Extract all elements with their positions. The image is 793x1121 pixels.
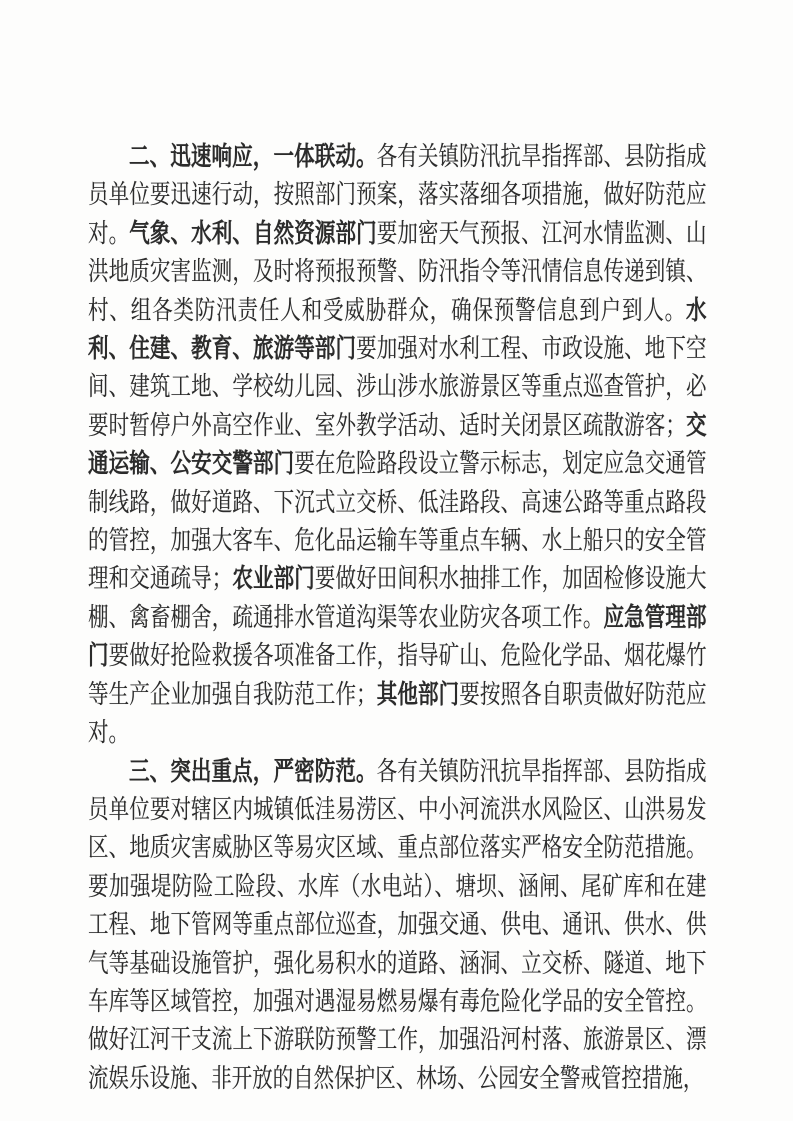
text-run: 各有关镇防汛抗旱指挥部、县防指成员单位要对辖区内城镇低洼易涝区、中小河流洪水风险区、山洪易发区、地质灾害威胁区等易灾区域、重点部位落实严格安全防范措施。要加强堤防险工险段、水库（水电站）、塘坝、涵闸、尾矿库和在建工程、地下管网等重点部位巡查，加强交通、供电、通讯、供水、供气等基础设施管护，强化易积水的道路、涵洞、立交桥、隧道、地下车库等区域管控，加强对遇湿易燃易爆有毒危险化学品的安全管控。做好江河干支流上下游联防预警工作，加强沿河村落、旅游景区、漂流娱乐设施、非开放的自然保护区、林场、公园安全警戒管控措施， — [88, 756, 707, 1093]
paragraph-section-2-rapid-response — [88, 138, 707, 753]
bold-text-run: 农业部门 — [232, 564, 315, 594]
bold-text-run: 交通运输、公安交警部门 — [88, 410, 707, 479]
bold-text-run: 三、突出重点，严密防范。 — [129, 756, 377, 786]
paragraph-section-3-key-points — [88, 753, 707, 1099]
text-run: 要加强对水利工程、市政设施、地下空间、建筑工地、学校幼儿园、涉山涉水旅游景区等重点巡查管护，必要时暂停户外高空作业、室外教学活动、适时关闭景区疏散游客； — [88, 334, 707, 440]
document-body — [88, 138, 707, 1098]
bold-text-run: 二、迅速响应，一体联动。 — [129, 142, 377, 171]
text-run: 要按照各自职责做好防范应对。 — [88, 679, 707, 748]
text-run: 要做好抢险救援各项准备工作，指导矿山、危险化学品、烟花爆竹等生产企业加强自我防范工作； — [88, 641, 707, 709]
text-run: 要加密天气预报、江河水情监测、山洪地质灾害监测，及时将预报预警、防汛指令等汛情信息传递到镇、村、组各类防汛责任人和受威胁群众，确保预警信息到户到人。 — [88, 218, 707, 325]
bold-text-run: 水利、住建、教育、旅游等部门 — [88, 295, 707, 364]
text-run: 要做好田间积水抽排工作，加固检修设施大棚、禽畜棚舍，疏通排水管道沟渠等农业防灾各项工作。 — [88, 564, 707, 632]
text-run: 各有关镇防汛抗旱指挥部、县防指成员单位要迅速行动，按照部门预案，落实落细各项措施，做好防范应对。 — [88, 142, 707, 248]
bold-text-run: 应急管理部门 — [88, 602, 707, 671]
text-run: 要在危险路段设立警示标志，划定应急交通管制线路，做好道路、下沉式立交桥、低洼路段、高速公路等重点路段的管控，加强大客车、危化品运输车等重点车辆、水上船只的安全管理和交通疏导； — [88, 449, 707, 594]
bold-text-run: 气象、水利、自然资源部门 — [129, 218, 377, 248]
bold-text-run: 其他部门 — [376, 679, 460, 709]
